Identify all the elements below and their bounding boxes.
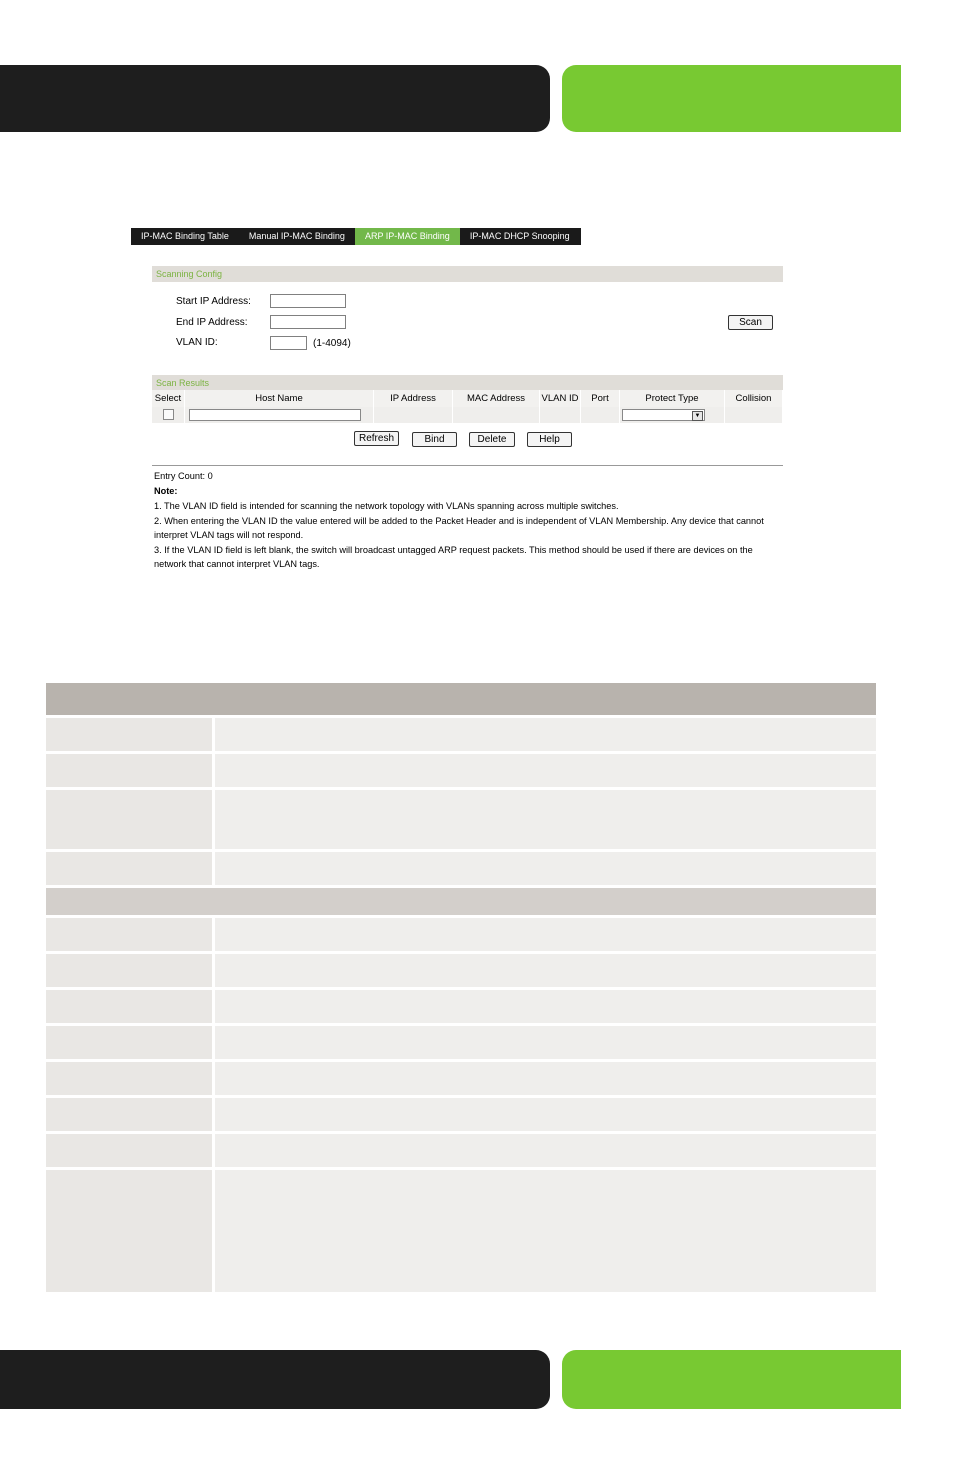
end-ip-input[interactable] — [270, 315, 346, 329]
param-desc-cell — [215, 990, 876, 1023]
help-button[interactable]: Help — [527, 432, 572, 447]
table-row — [46, 918, 876, 951]
param-desc-cell — [215, 1062, 876, 1095]
note-2: 2. When entering the VLAN ID the value entered will be added to the Packet Header and is independent of VLAN Membership. Any device that cannot interpret VLAN tags will not respond. — [154, 516, 764, 540]
col-host-name: Host Name — [185, 390, 374, 407]
param-desc-cell — [215, 954, 876, 987]
param-name-cell — [46, 718, 212, 751]
refresh-button[interactable]: Refresh — [354, 431, 399, 446]
note-3: 3. If the VLAN ID field is left blank, the switch will broadcast untagged ARP request packets. This method should be used if there are devices on the network that cannot interpret VLAN tags. — [154, 544, 753, 569]
table-row — [46, 754, 876, 787]
table-row — [152, 407, 783, 423]
select-checkbox[interactable] — [163, 409, 174, 420]
note-title: Note: — [154, 486, 178, 497]
param-name-cell — [46, 1098, 212, 1131]
param-desc-cell — [215, 1134, 876, 1167]
parameter-table-header — [46, 683, 876, 715]
col-collision: Collision — [725, 390, 783, 407]
param-name-cell — [46, 918, 212, 951]
param-desc-cell — [215, 1098, 876, 1131]
vlan-id-label: VLAN ID: — [176, 337, 218, 348]
tab-manual-ip-mac-binding[interactable]: Manual IP-MAC Binding — [248, 231, 345, 241]
collision-cell — [725, 407, 783, 423]
start-ip-input[interactable] — [270, 294, 346, 308]
table-row — [46, 990, 876, 1023]
tab-arp-ip-mac-binding[interactable]: ARP IP-MAC Binding — [355, 228, 460, 245]
footer-bar-dark — [0, 1350, 550, 1409]
host-name-input[interactable] — [189, 409, 361, 421]
col-vlan-id: VLAN ID — [540, 390, 581, 407]
footer-bar-green — [562, 1350, 901, 1409]
protect-type-cell — [620, 407, 725, 423]
param-name-cell — [46, 1062, 212, 1095]
param-name-cell — [46, 790, 212, 849]
port-cell — [581, 407, 620, 423]
table-row — [46, 954, 876, 987]
table-row — [46, 1098, 876, 1131]
table-row — [46, 1062, 876, 1095]
note-1: 1. The VLAN ID field is intended for scanning the network topology with VLANs spanning across multiple switches. — [154, 501, 619, 512]
param-desc-cell — [215, 790, 876, 849]
scan-results-header-row — [152, 390, 783, 407]
param-desc-cell — [215, 718, 876, 751]
header-bar-dark — [0, 65, 550, 132]
param-name-cell — [46, 1170, 212, 1292]
ip-address-cell — [374, 407, 453, 423]
param-desc-cell — [215, 918, 876, 951]
scan-button[interactable]: Scan — [728, 315, 773, 330]
protect-type-select[interactable] — [622, 409, 705, 421]
parameter-table-subheader — [46, 888, 876, 915]
scanning-config-header: Scanning Config — [152, 266, 783, 282]
header-bar-green — [562, 65, 901, 132]
col-select: Select — [152, 390, 185, 407]
tab-ip-mac-binding-table[interactable]: IP-MAC Binding Table — [141, 231, 229, 241]
tab-bar — [131, 228, 581, 245]
param-desc-cell — [215, 754, 876, 787]
param-name-cell — [46, 990, 212, 1023]
col-mac-address: MAC Address — [453, 390, 540, 407]
param-desc-cell — [215, 852, 876, 885]
vlan-id-input[interactable] — [270, 336, 307, 350]
protect-type-value — [623, 411, 625, 420]
scan-results-header: Scan Results — [152, 375, 783, 391]
param-name-cell — [46, 1026, 212, 1059]
table-row — [46, 1134, 876, 1167]
divider — [152, 465, 783, 466]
col-port: Port — [581, 390, 620, 407]
select-cell — [152, 407, 185, 423]
param-name-cell — [46, 1134, 212, 1167]
entry-count: Entry Count: 0 — [154, 471, 213, 481]
tab-ip-mac-dhcp-snooping[interactable]: IP-MAC DHCP Snooping — [469, 231, 570, 241]
param-name-cell — [46, 954, 212, 987]
param-desc-cell — [215, 1170, 876, 1292]
col-protect-type: Protect Type — [620, 390, 725, 407]
scan-results-table — [152, 390, 783, 423]
table-row — [46, 1026, 876, 1059]
host-name-cell — [185, 407, 374, 423]
col-ip-address: IP Address — [374, 390, 453, 407]
table-row — [46, 852, 876, 885]
chevron-down-icon[interactable]: ▼ — [692, 411, 703, 421]
bind-button[interactable]: Bind — [412, 432, 457, 447]
end-ip-label: End IP Address: — [176, 317, 248, 328]
vlan-range-hint: (1-4094) — [313, 338, 351, 349]
notes-block — [154, 470, 786, 573]
table-row — [46, 718, 876, 751]
param-name-cell — [46, 852, 212, 885]
delete-button[interactable]: Delete — [469, 432, 515, 447]
param-desc-cell — [215, 1026, 876, 1059]
table-row — [46, 790, 876, 849]
mac-address-cell — [453, 407, 540, 423]
table-row — [46, 1170, 876, 1292]
start-ip-label: Start IP Address: — [176, 296, 251, 307]
param-name-cell — [46, 754, 212, 787]
vlan-id-cell — [540, 407, 581, 423]
